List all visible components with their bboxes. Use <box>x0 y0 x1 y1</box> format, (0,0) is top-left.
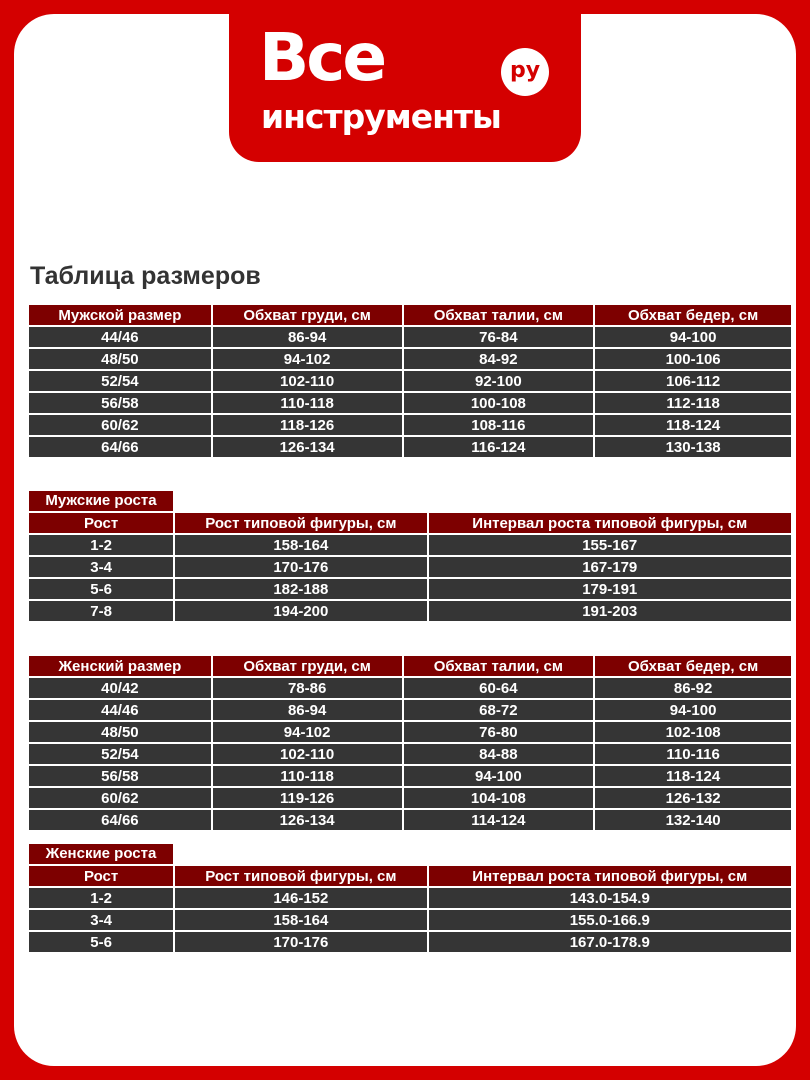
table-cell: 64/66 <box>29 810 211 832</box>
table-cell: 56/58 <box>29 393 211 415</box>
table-cell: 170-176 <box>175 557 426 579</box>
table-cell: 104-108 <box>404 788 594 810</box>
men-heights-caption: Мужские роста <box>29 491 173 511</box>
column-header: Рост <box>29 513 173 535</box>
table-cell: 100-108 <box>404 393 594 415</box>
table-cell: 194-200 <box>175 601 426 623</box>
table-cell: 44/46 <box>29 327 211 349</box>
column-header: Обхват бедер, см <box>595 656 791 678</box>
table-row <box>29 788 791 810</box>
table-row <box>29 601 791 623</box>
table-cell: 182-188 <box>175 579 426 601</box>
table-cell: 76-80 <box>404 722 594 744</box>
table-cell: 110-118 <box>213 393 402 415</box>
table-cell: 52/54 <box>29 744 211 766</box>
men-size-table <box>27 305 793 459</box>
table-cell: 92-100 <box>404 371 594 393</box>
table-cell: 100-106 <box>595 349 791 371</box>
column-header: Мужской размер <box>29 305 211 327</box>
column-header: Обхват талии, см <box>404 305 594 327</box>
table-row <box>29 579 791 601</box>
table-row <box>29 810 791 832</box>
table-cell: 64/66 <box>29 437 211 459</box>
table-cell: 114-124 <box>404 810 594 832</box>
header-row <box>29 866 791 888</box>
women-heights-caption: Женские роста <box>29 844 173 864</box>
table-cell: 191-203 <box>429 601 791 623</box>
table-cell: 94-102 <box>213 349 402 371</box>
table-cell: 48/50 <box>29 349 211 371</box>
table-cell: 118-126 <box>213 415 402 437</box>
table-row <box>29 766 791 788</box>
table-cell: 155.0-166.9 <box>429 910 791 932</box>
table-row <box>29 722 791 744</box>
table-cell: 167-179 <box>429 557 791 579</box>
table-cell: 132-140 <box>595 810 791 832</box>
table-cell: 94-100 <box>595 327 791 349</box>
table-cell: 94-100 <box>595 700 791 722</box>
header-row <box>29 305 791 327</box>
table-cell: 126-134 <box>213 810 402 832</box>
men-height-table <box>27 513 793 623</box>
column-header: Обхват груди, см <box>213 305 402 327</box>
logo-line1: Все <box>259 19 385 96</box>
table-cell: 60/62 <box>29 788 211 810</box>
table-cell: 84-88 <box>404 744 594 766</box>
table-cell: 5-6 <box>29 932 173 954</box>
table-cell: 126-132 <box>595 788 791 810</box>
logo-ru-badge: ру <box>501 48 549 96</box>
column-header: Женский размер <box>29 656 211 678</box>
column-header: Обхват груди, см <box>213 656 402 678</box>
table-cell: 5-6 <box>29 579 173 601</box>
table-row <box>29 888 791 910</box>
table-row <box>29 678 791 700</box>
table-row <box>29 910 791 932</box>
table-cell: 7-8 <box>29 601 173 623</box>
column-header: Интервал роста типовой фигуры, см <box>429 866 791 888</box>
table-cell: 94-102 <box>213 722 402 744</box>
table-row <box>29 557 791 579</box>
table-cell: 60/62 <box>29 415 211 437</box>
women-height-table <box>27 866 793 954</box>
column-header: Рост типовой фигуры, см <box>175 513 426 535</box>
table-cell: 1-2 <box>29 535 173 557</box>
table-row <box>29 327 791 349</box>
table-cell: 118-124 <box>595 415 791 437</box>
table-row <box>29 535 791 557</box>
column-header: Рост <box>29 866 173 888</box>
table-cell: 106-112 <box>595 371 791 393</box>
table-row <box>29 415 791 437</box>
table-cell: 130-138 <box>595 437 791 459</box>
column-header: Рост типовой фигуры, см <box>175 866 426 888</box>
table-cell: 118-124 <box>595 766 791 788</box>
table-cell: 52/54 <box>29 371 211 393</box>
table-cell: 48/50 <box>29 722 211 744</box>
table-cell: 119-126 <box>213 788 402 810</box>
table-cell: 158-164 <box>175 910 426 932</box>
table-cell: 94-100 <box>404 766 594 788</box>
column-header: Обхват талии, см <box>404 656 594 678</box>
table-cell: 126-134 <box>213 437 402 459</box>
table-cell: 143.0-154.9 <box>429 888 791 910</box>
table-cell: 179-191 <box>429 579 791 601</box>
table-cell: 86-94 <box>213 700 402 722</box>
table-cell: 44/46 <box>29 700 211 722</box>
table-cell: 158-164 <box>175 535 426 557</box>
table-cell: 170-176 <box>175 932 426 954</box>
table-row <box>29 349 791 371</box>
table-cell: 86-94 <box>213 327 402 349</box>
page-title: Таблица размеров <box>30 262 261 290</box>
table-cell: 110-118 <box>213 766 402 788</box>
table-cell: 68-72 <box>404 700 594 722</box>
table-row <box>29 371 791 393</box>
table-cell: 40/42 <box>29 678 211 700</box>
table-cell: 78-86 <box>213 678 402 700</box>
brand-logo[interactable] <box>229 0 581 162</box>
table-cell: 146-152 <box>175 888 426 910</box>
table-cell: 86-92 <box>595 678 791 700</box>
table-cell: 116-124 <box>404 437 594 459</box>
table-cell: 167.0-178.9 <box>429 932 791 954</box>
table-cell: 56/58 <box>29 766 211 788</box>
table-row <box>29 437 791 459</box>
table-cell: 84-92 <box>404 349 594 371</box>
table-cell: 112-118 <box>595 393 791 415</box>
women-size-table <box>27 656 793 832</box>
table-cell: 3-4 <box>29 910 173 932</box>
table-row <box>29 393 791 415</box>
column-header: Интервал роста типовой фигуры, см <box>429 513 791 535</box>
header-row <box>29 656 791 678</box>
header-row <box>29 513 791 535</box>
table-cell: 102-110 <box>213 371 402 393</box>
table-row <box>29 700 791 722</box>
table-cell: 1-2 <box>29 888 173 910</box>
table-cell: 108-116 <box>404 415 594 437</box>
table-cell: 3-4 <box>29 557 173 579</box>
table-cell: 155-167 <box>429 535 791 557</box>
logo-line2: инструменты <box>261 97 501 136</box>
table-cell: 76-84 <box>404 327 594 349</box>
table-row <box>29 932 791 954</box>
table-row <box>29 744 791 766</box>
table-cell: 60-64 <box>404 678 594 700</box>
column-header: Обхват бедер, см <box>595 305 791 327</box>
table-cell: 110-116 <box>595 744 791 766</box>
table-cell: 102-110 <box>213 744 402 766</box>
table-cell: 102-108 <box>595 722 791 744</box>
